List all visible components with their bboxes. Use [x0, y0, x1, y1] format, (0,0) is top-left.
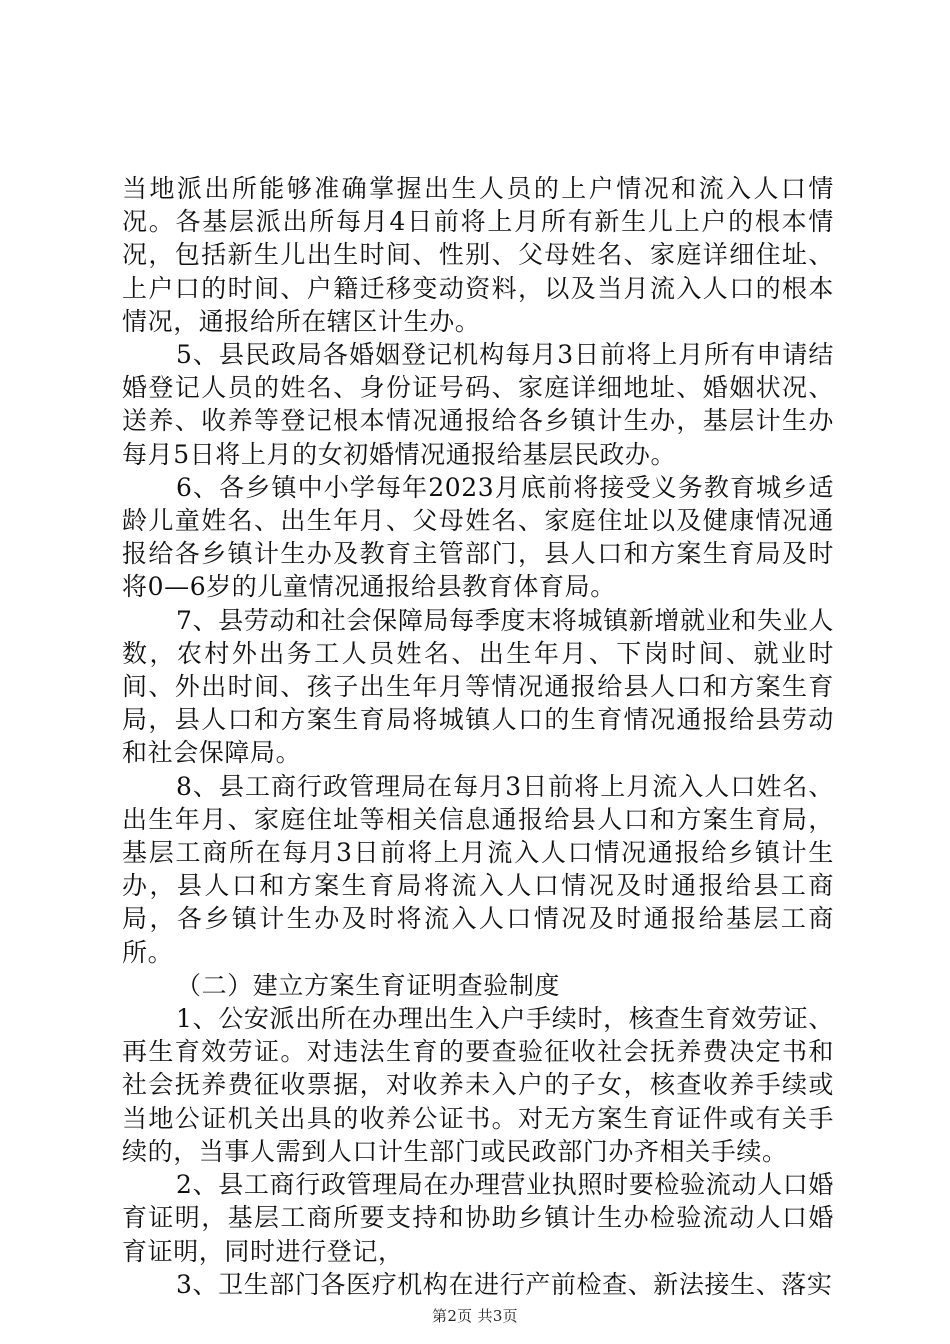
paragraph-section2-item-3: 3、卫生部门各医疗机构在进行产前检查、新法接生、落实: [176, 1269, 833, 1299]
paragraph-item-5: 5、县民政局各婚姻登记机构每月3日前将上月所有申请结婚登记人员的姓名、身份证号码、家庭详细地址、婚姻状况、送养、收养等登记根本情况通报给各乡镇计生办，基层计生办每月5日将上月的女初婚情况通报给基层民政办。: [122, 340, 834, 469]
document-body: [122, 172, 834, 1301]
section-heading: （二）建立方案生育证明查验制度: [176, 970, 561, 1000]
paragraph-item-8: 8、县工商行政管理局在每月3日前将上月流入人口姓名、出生年月、家庭住址等相关信息通报给县人口和方案生育局，基层工商所在每月3日前将上月流入人口情况通报给乡镇计生办，县人口和方案生育局将流入人口情况及时通报给县工商局，各乡镇计生办及时将流入人口情况及时通报给基层工商所。: [122, 771, 834, 967]
paragraph-item-6: 6、各乡镇中小学每年2023月底前将接受义务教育城乡适龄儿童姓名、出生年月、父母姓名、家庭住址以及健康情况通报给各乡镇计生办及教育主管部门，县人口和方案生育局及时将0—6岁的儿童情况通报给县教育体育局。: [122, 472, 834, 602]
page-number: 第2页 共3页: [432, 1307, 518, 1325]
paragraph-continuation: 当地派出所能够准确掌握出生人员的上户情况和流入人口情况。各基层派出所每月4日前将上月所有新生儿上户的根本情况，包括新生儿出生时间、性别、父母姓名、家庭详细住址、上户口的时间、户籍迁移变动资料，以及当月流入人口的根本情况，通报给所在辖区计生办。: [122, 174, 834, 336]
paragraph-section2-item-1: 1、公安派出所在办理出生入户手续时，核查生育效劳证、再生育效劳证。对违法生育的要查验征收社会抚养费决定书和社会抚养费征收票据，对收养未入户的子女，核查收养手续或当地公证机关出具的收养公证书。对无方案生育证件或有关手续的，当事人需到人口计生部门或民政部门办齐相关手续。: [122, 1004, 834, 1166]
paragraph-section2-item-2: 2、县工商行政管理局在办理营业执照时要检验流动人口婚育证明，基层工商所要支持和协助乡镇计生办检验流动人口婚育证明，同时进行登记，: [122, 1170, 834, 1266]
paragraph-item-7: 7、县劳动和社会保障局每季度末将城镇新增就业和失业人数，农村外出务工人员姓名、出生年月、下岗时间、就业时间、外出时间、孩子出生年月等情况通报给县人口和方案生育局，县人口和方案生育局将城镇人口的生育情况通报给县劳动和社会保障局。: [122, 605, 834, 768]
